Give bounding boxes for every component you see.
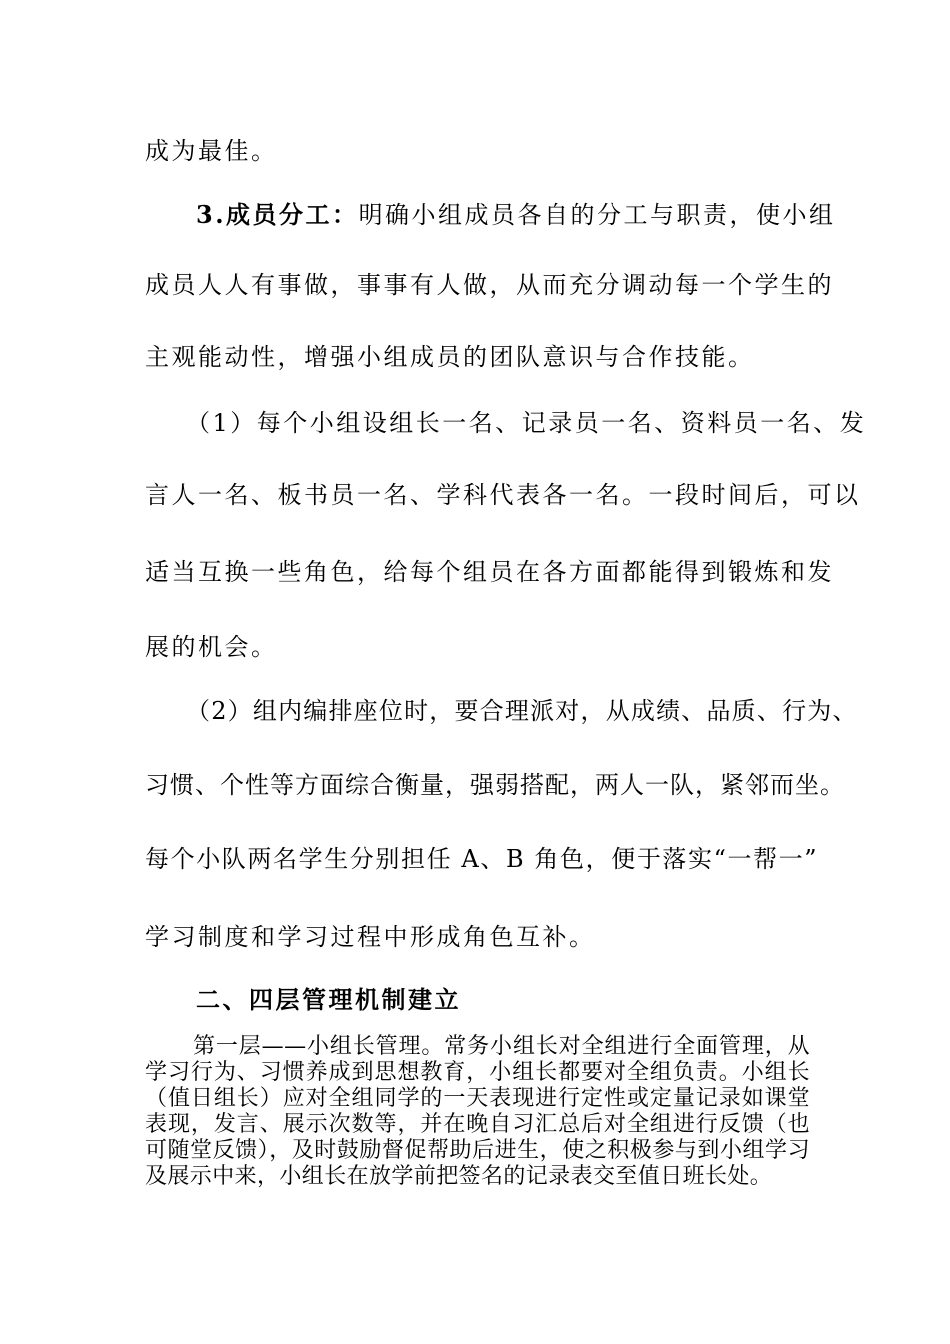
sub-item-2-line: （2）组内编排座位时，要合理派对，从成绩、品质、行为、 <box>186 697 858 725</box>
text-line: 展的机会。 <box>145 633 278 661</box>
section-paragraph: 第一层——小组长管理。常务小组长对全组进行全面管理，从学习行为、习惯养成到思想教育，小组长都要对全组负责。小组长（值日组长）应对全组同学的一天表现进行定性或定量记录如课堂表现，发言、展示次数等，并在晚自习汇总后对全组进行反馈（也可随堂反馈），及时鼓励督促帮助后进生，使之积极参与到小组学习及展示中来，小组长在放学前把签名的记录表交至值日班长处。 <box>145 1034 810 1189</box>
item-3-heading: 3.成员分工： <box>196 200 359 229</box>
text-line: 适当互换一些角色，给每个组员在各方面都能得到锻炼和发 <box>145 558 834 586</box>
section-heading: 二、四层管理机制建立 <box>196 985 461 1014</box>
text-line: 成员人人有事做，事事有人做，从而充分调动每一个学生的 <box>145 271 834 299</box>
text-line: 主观能动性，增强小组成员的团队意识与合作技能。 <box>145 343 755 371</box>
sub-item-1-line: （1）每个小组设组长一名、记录员一名、资料员一名、发 <box>186 409 867 437</box>
item-3-text: 明确小组成员各自的分工与职责，使小组 <box>358 201 836 229</box>
item-3-paragraph-line <box>196 200 836 230</box>
text-line: 言人一名、板书员一名、学科代表各一名。一段时间后，可以 <box>145 481 861 509</box>
text-line: 习惯、个性等方面综合衡量，强弱搭配，两人一队，紧邻而坐。 <box>145 771 845 799</box>
text-line: 每个小队两名学生分别担任 A、B 角色，便于落实“一帮一” <box>145 845 819 873</box>
text-line: 学习制度和学习过程中形成角色互补。 <box>145 923 596 951</box>
text-line: 成为最佳。 <box>145 137 278 165</box>
